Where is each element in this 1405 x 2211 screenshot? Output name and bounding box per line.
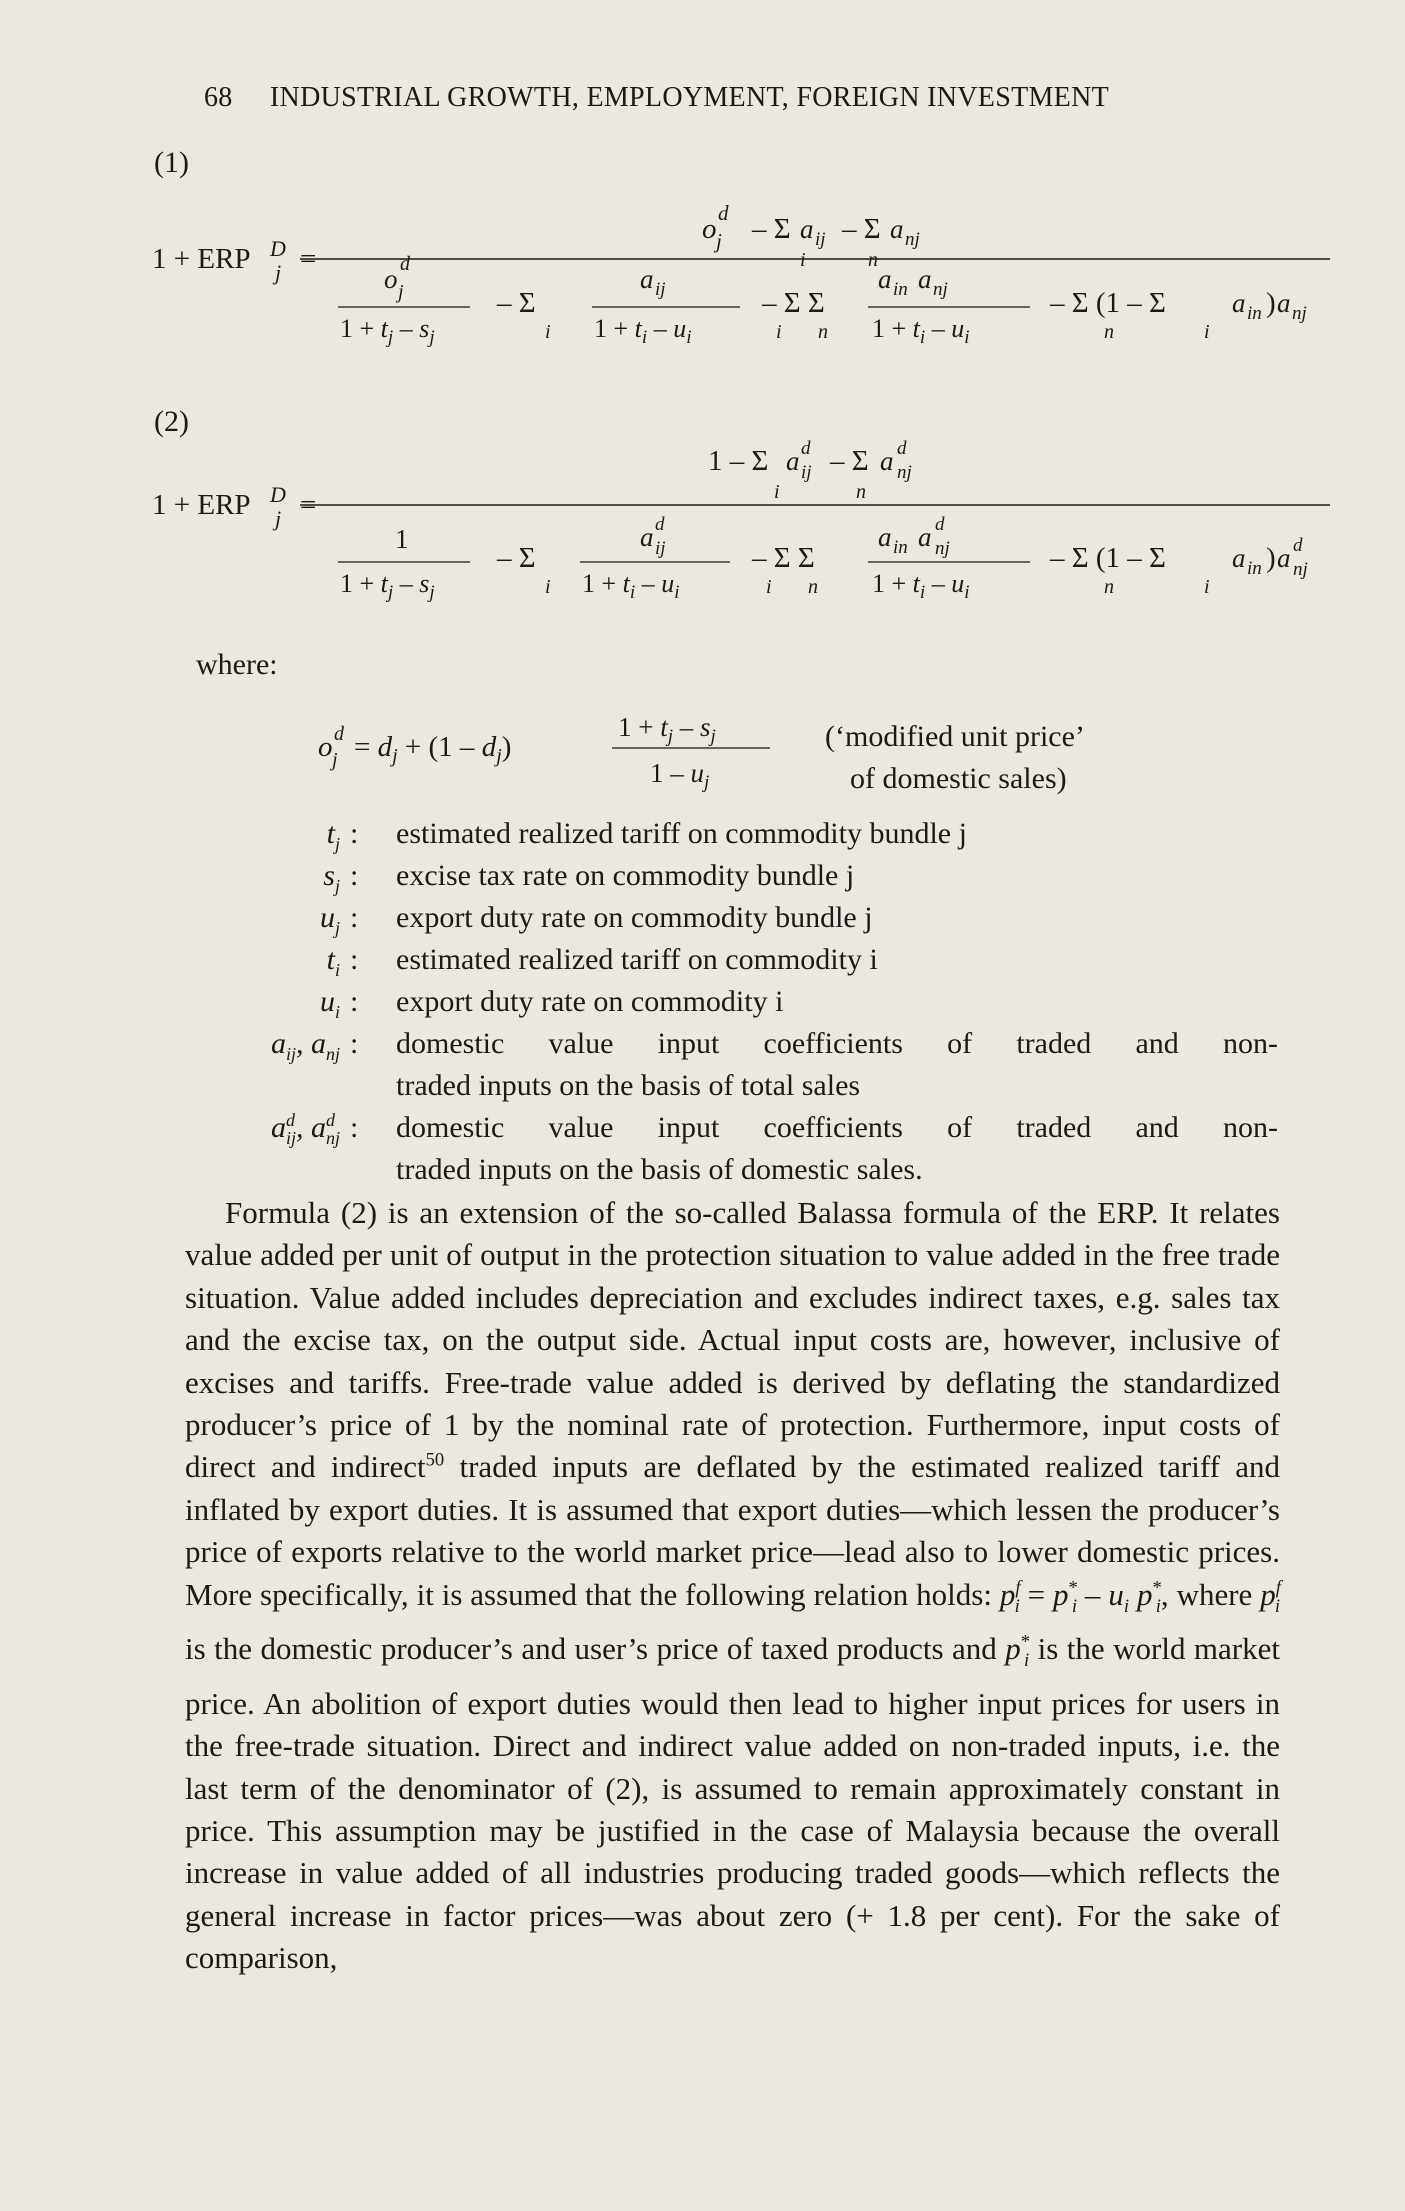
svg-text:in: in bbox=[893, 537, 908, 558]
svg-text:= dj + (1 – dj): = $d_j + (1 - d_j)$ bbox=[354, 731, 512, 767]
svg-text:a: a bbox=[1277, 288, 1291, 318]
body-text-c: , where bbox=[1160, 1576, 1261, 1612]
svg-text:– Σ Σ: – Σ Σ bbox=[762, 287, 825, 319]
svg-text:a: a bbox=[880, 446, 894, 476]
formula-2 bbox=[0, 430, 1405, 630]
svg-text:n: n bbox=[818, 321, 828, 343]
svg-text:d: d bbox=[334, 723, 344, 745]
svg-text:1 + ERP bbox=[152, 243, 251, 275]
formula-1-lhs: 1 + ERP bbox=[152, 243, 251, 275]
svg-text:i: i bbox=[1204, 576, 1210, 598]
svg-text:1 + tj – sj: $1 + t_j - s_j$ bbox=[618, 712, 716, 747]
svg-text:i: i bbox=[545, 576, 551, 598]
formula-2-numerator bbox=[708, 438, 912, 503]
svg-text:nj: nj bbox=[897, 462, 912, 483]
svg-text:d: d bbox=[1293, 535, 1303, 556]
svg-text:ij: ij bbox=[655, 279, 666, 300]
svg-text:– Σ: – Σ bbox=[752, 213, 791, 245]
def-text: estimated realized tariff on commodity i bbox=[396, 943, 878, 976]
svg-text:1 + ti – ui: $1 + t_i - u_i$ bbox=[582, 569, 680, 603]
formula-2-sup: D bbox=[270, 482, 286, 507]
formula-2-lhs: 1 + ERP bbox=[152, 489, 251, 521]
def-text-line2: traded inputs on the basis of total sales bbox=[396, 1069, 861, 1102]
formula-2-eq: = bbox=[300, 489, 317, 521]
svg-text:): ) bbox=[1266, 287, 1276, 319]
formula-1-numerator bbox=[702, 201, 920, 271]
def-symbol-tj: $t_j$ bbox=[326, 817, 340, 854]
od-definition-formula bbox=[0, 702, 1405, 802]
formula-1-label: (1) bbox=[154, 146, 189, 179]
svg-text:a: a bbox=[640, 264, 654, 294]
formula-2-sub: j bbox=[275, 506, 282, 531]
svg-text:ij: ij bbox=[655, 538, 666, 559]
svg-text:– Σ (1 – Σ: – Σ (1 – Σ bbox=[1050, 287, 1166, 319]
svg-text:in: in bbox=[1247, 303, 1262, 324]
svg-text:j: j bbox=[716, 229, 722, 253]
svg-text:1 + ti – ui: $1 + t_i - u_i$ bbox=[872, 314, 970, 348]
formula-1 bbox=[0, 190, 1405, 390]
od-note-line1: (‘modified unit price’ bbox=[825, 720, 1085, 753]
svg-text:a: a bbox=[890, 214, 904, 244]
svg-text:d: d bbox=[400, 253, 410, 275]
svg-text:nj: nj bbox=[933, 279, 948, 300]
svg-text:1 + ti – ui: $1 + t_i - u_i$ bbox=[594, 314, 692, 348]
svg-text:in: in bbox=[1247, 558, 1262, 579]
svg-text:1 + ti – ui: $1 + t_i - u_i$ bbox=[872, 569, 970, 603]
svg-text:1 + tj – sj: $1 + t_j - s_j$ bbox=[340, 569, 435, 603]
svg-text:d: d bbox=[655, 514, 665, 535]
body-text-b: traded inputs are deflated by the estimated realized tariff and inflated by export duties. It is assumed that export duties—which lessen the producer’s price of exports relative to the world market price—lead also to lower domestic prices. More specifically, it is assumed that the following relation holds: bbox=[185, 1449, 1280, 1612]
svg-text:d: d bbox=[897, 438, 907, 459]
svg-text:nj: nj bbox=[1292, 303, 1307, 324]
formula-2-label: (2) bbox=[154, 405, 189, 438]
svg-text:– Σ (1 – Σ: – Σ (1 – Σ bbox=[1050, 542, 1166, 574]
body-text-a: Formula (2) is an extension of the so-called Balassa formula of the ERP. It relates value added per unit of output in the protection situation to value added in the free trade situation. Value added includes depreciation and excludes indirect taxes, e.g. sales tax and the excise tax, on the output side. Actual input costs are, however, inclusive of excises and tariffs. Free-trade value added is derived by deflating the standardized producer’s price of 1 by the nominal rate of protection. Furthermore, input costs of direct and indirect bbox=[185, 1195, 1280, 1485]
svg-text:i: i bbox=[1204, 321, 1210, 343]
formula-2-denominator bbox=[338, 514, 1308, 603]
svg-text:nj: nj bbox=[935, 538, 950, 559]
svg-text:a: a bbox=[1232, 288, 1246, 318]
def-text: export duty rate on commodity i bbox=[396, 985, 784, 1018]
formula-1-eq: = bbox=[300, 243, 317, 275]
svg-text:): ) bbox=[1266, 542, 1276, 574]
svg-text:– Σ: – Σ bbox=[497, 287, 536, 319]
running-header bbox=[204, 82, 1109, 114]
svg-text:j: j bbox=[398, 281, 404, 303]
svg-text:in: in bbox=[893, 279, 908, 300]
svg-text:n: n bbox=[1104, 321, 1114, 343]
svg-text:o: o bbox=[702, 213, 717, 245]
svg-text:1 – uj: $1 - u_j$ bbox=[650, 758, 710, 793]
formula-1-sub: j bbox=[275, 260, 282, 285]
svg-text:j: j bbox=[332, 749, 338, 771]
svg-text:a: a bbox=[1232, 543, 1246, 573]
svg-text:d: d bbox=[935, 514, 945, 535]
book-page: 68 INDUSTRIAL GROWTH, EMPLOYMENT, FOREIGN INVESTMENT (1) 1 + ERP D j = o d j – Σ a ij – Σ a nj i n o d j $1 + t_j - s_j$ – Σ i a ij $1 + t_i - u_i$ – Σ Σ i n a in a nj $1 + t_i - u_i$ – Σ (1 – Σ n i a in ) a nj (2) 1 + ERP D j = 1 – Σ a d ij – Σ a d nj i n 1 $1 + t_j - s_j$ – Σ i a d ij $1 + t_i - u_i$ – Σ Σ i n a in a d nj $1 + t_i - u_i$ – Σ (1 – Σ n i a in ) a d nj where: o d j = $d_j + (1 - d_j)$ $1 + t_j - s_j$ $1 - u_j$ (‘modified unit price’ of domestic sales) $t_j$ : estimated realized tariff on commodity bundle j $s_j$ : excise tax rate on commodity bundle j $u_j$ : export duty rate on commodity bundle j $t_i$ : estimated realized tariff on commodity i $u_i$ : export duty rate on commodity i $a_{ij}$, $a_{nj}$ : domestic value input coefficients of traded and non- traded inputs on the basis of total sales $a^d_{ij}$, $a^d_{nj}$ : domestic value input coefficients of traded and non- traded inputs on the basis of domestic sales. Formula (2) is an extension of the so-called Balassa formula of the ERP. It relates value added per unit of output in the protection situation to value added in the free trade situation. Value added includes depreciation and excludes indirect taxes, e.g. sales tax and the excise tax, on the output side. Actual input costs are, however, inclusive of excises and tariffs. Free-trade value added is derived by deflating the standardized producer’s price of 1 by the nominal rate of protection. Furthermore, input costs of direct and indirect$^{50}$ traded inputs are deflated by the estimated realized tariff and inflated by export duties. It is assumed that export duties—which lessen the producer’s price of exports relative to the world market price—lead also to lower domestic prices. More specifically, it is assumed that the following relation holds: $p^f_i = p^*_i - u_i$ $p^*_i$, where $p^f_i$ is the domestic producer’s and user’s price of taxed products and $p^*_i$ is the world market price. An abolition of export duties would then lead to higher input prices for users in the free-trade situation. Direct and indirect value added on non-traded inputs, i.e. the last term of the denominator of (2), is assumed to remain approximately constant in price. This assumption may be justified in the case of Malaysia because the overall increase in value added of all industries producing traded goods—which reflects the general increase in factor prices—was about zero (+ 1.8 per cent). For the sake of comparison, bbox=[0, 0, 1405, 2211]
svg-text:i: i bbox=[774, 481, 780, 503]
svg-text:n: n bbox=[808, 576, 818, 598]
def-text: excise tax rate on commodity bundle j bbox=[396, 859, 855, 892]
svg-text:1 + tj – sj: $1 + t_j - s_j$ bbox=[340, 314, 435, 348]
def-text-line2: traded inputs on the basis of domestic sales. bbox=[396, 1153, 923, 1186]
svg-text:– Σ: – Σ bbox=[842, 213, 881, 245]
svg-text:a: a bbox=[1277, 543, 1291, 573]
where-label: where: bbox=[196, 648, 278, 681]
svg-text:– Σ Σ: – Σ Σ bbox=[752, 542, 815, 574]
body-text-d: is the domestic producer’s and user’s price of taxed products and bbox=[185, 1631, 1006, 1667]
def-text-line1: domestic value input coefficients of traded and non- bbox=[396, 1111, 1278, 1144]
svg-text:n: n bbox=[856, 481, 866, 503]
body-paragraph: Formula (2) is an extension of the so-called Balassa formula of the ERP. It relates value added per unit of output in the protection situation to value added in the free trade situation. Value added includes depreciation and excludes indirect taxes, e.g. sales tax and the excise tax, on the output side. Actual input costs are, however, inclusive of excises and tariffs. Free-trade value added is derived by deflating the standardized producer’s price of 1 by the nominal rate of protection. Furthermore, input costs of direct and indirect$^{50}$ traded inputs are deflated by the estimated realized tariff and inflated by export duties. It is assumed that export duties—which lessen the producer’s price of exports relative to the world market price—lead also to lower domestic prices. More specifically, it is assumed that the following relation holds: $p^f_i = p^*_i - u_i$ $p^*_i$, where $p^f_i$ is the domestic producer’s and user’s price of taxed products and $p^*_i$ is the world market price. An abolition of export duties would then lead to higher input prices for users in the free-trade situation. Direct and indirect value added on non-traded inputs, i.e. the last term of the denominator of (2), is assumed to remain approximately constant in price. This assumption may be justified in the case of Malaysia because the overall increase in value added of all industries producing traded goods—which reflects the general increase in factor prices—was about zero (+ 1.8 per cent). For the sake of comparison, bbox=[185, 1195, 1281, 1976]
svg-text:i: i bbox=[545, 321, 551, 343]
svg-text:ij: ij bbox=[801, 462, 812, 483]
formula-1-denominator bbox=[338, 253, 1307, 348]
svg-text:d: d bbox=[718, 201, 729, 225]
svg-text:a: a bbox=[918, 264, 932, 294]
page-number: 68 bbox=[204, 82, 233, 113]
def-text: estimated realized tariff on commodity bundle j bbox=[396, 817, 967, 850]
svg-text:a: a bbox=[918, 522, 932, 552]
svg-text:a: a bbox=[800, 214, 814, 244]
svg-text:1 – Σ: 1 – Σ bbox=[708, 445, 769, 477]
svg-text:i: i bbox=[776, 321, 782, 343]
svg-text:a: a bbox=[640, 522, 654, 552]
svg-text:i: i bbox=[800, 249, 806, 271]
running-title: INDUSTRIAL GROWTH, EMPLOYMENT, FOREIGN INVESTMENT bbox=[269, 82, 1110, 113]
svg-text:n: n bbox=[868, 249, 878, 271]
body-text-e: is the world market price. An abolition of export duties would then lead to higher input prices for users in the free-trade situation. Direct and indirect value added on non-traded inputs, i.e. the last term of the denominator of (2), is assumed to remain approximately constant in price. This assumption may be justified in the case of Malaysia because the overall increase in value added of all industries producing traded goods—which reflects the general increase in factor prices—was about zero (+ 1.8 per cent). For the sake of comparison, bbox=[185, 1631, 1280, 1976]
svg-text:1: 1 bbox=[395, 524, 409, 554]
footnote-ref: 50 bbox=[425, 1450, 445, 1472]
svg-text:nj: nj bbox=[1293, 559, 1308, 580]
od-note-line2: of domestic sales) bbox=[850, 762, 1067, 795]
svg-text:– Σ: – Σ bbox=[497, 542, 536, 574]
def-text: export duty rate on commodity bundle j bbox=[396, 901, 873, 934]
svg-text:o: o bbox=[318, 731, 333, 763]
svg-text:n: n bbox=[1104, 576, 1114, 598]
formula-1-sup: D bbox=[270, 236, 286, 261]
svg-text:a: a bbox=[878, 522, 892, 552]
svg-text:i: i bbox=[766, 576, 772, 598]
def-text-line1: domestic value input coefficients of traded and non- bbox=[396, 1027, 1278, 1060]
svg-text:ij: ij bbox=[815, 229, 826, 250]
svg-text:d: d bbox=[801, 438, 811, 459]
svg-text:nj: nj bbox=[905, 229, 920, 250]
svg-text:a: a bbox=[878, 264, 892, 294]
svg-text:a: a bbox=[786, 446, 800, 476]
svg-text:o: o bbox=[384, 264, 398, 294]
svg-text:– Σ: – Σ bbox=[830, 445, 869, 477]
